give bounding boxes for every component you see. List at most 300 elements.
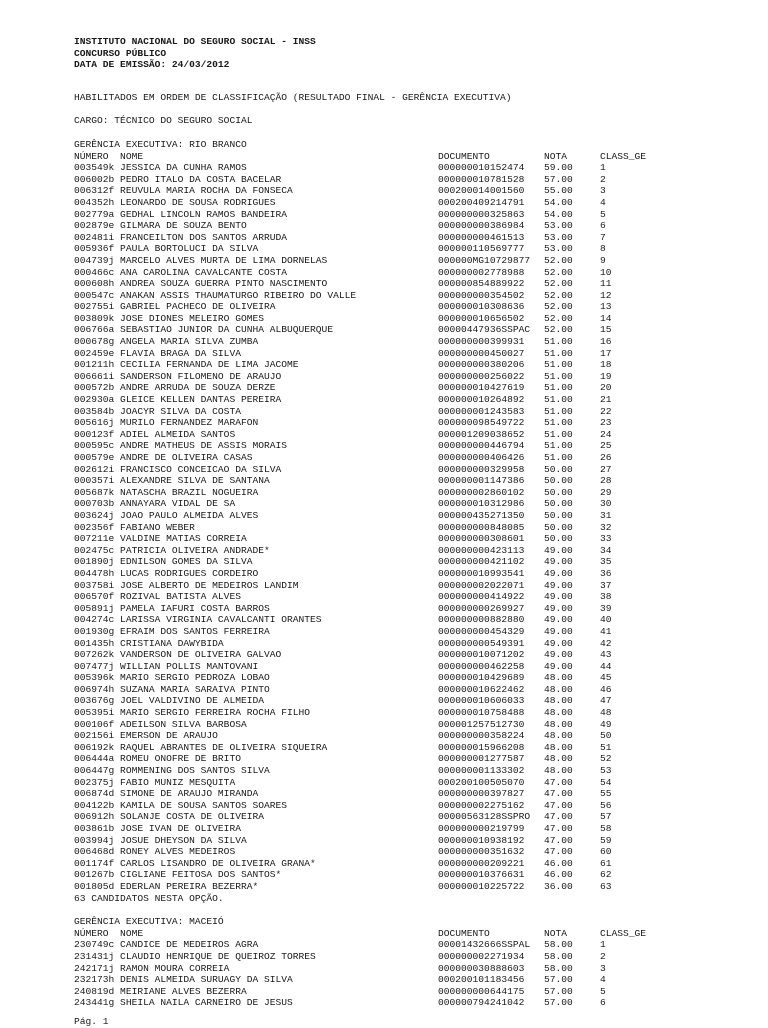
cell-documento: 000000002022071 [438, 579, 525, 591]
cell-documento: 000000000454329 [438, 625, 525, 637]
cell-nota: 52.00 [544, 324, 573, 336]
cell-class: 7 [600, 231, 606, 243]
table-row [74, 406, 714, 418]
cell-nota: 51.00 [544, 417, 573, 429]
cell-documento: 000000000423113 [438, 544, 525, 556]
table-row [74, 626, 714, 638]
section-total: 63 CANDIDATOS NESTA OPÇÃO. [74, 892, 224, 904]
cell-numero-nome: 003549k JESSICA DA CUNHA RAMOS [74, 162, 247, 174]
cell-documento: 000200100505070 [438, 776, 525, 788]
cell-documento: 000000000397827 [438, 788, 525, 800]
cell-numero-nome: 230749c CANDICE DE MEDEIROS AGRA [74, 939, 259, 951]
cell-numero-nome: 005891j PAMELA IAFURI COSTA BARROS [74, 602, 270, 614]
cell-documento: 000000030888603 [438, 962, 525, 974]
cell-documento: 000000010781528 [438, 173, 525, 185]
section-maceio [74, 916, 714, 1009]
cell-numero-nome: 002779a GEDHAL LINCOLN RAMOS BANDEIRA [74, 208, 288, 220]
cell-numero-nome: 006974h SUZANA MARIA SARAIVA PINTO [74, 683, 270, 695]
cell-nota: 49.00 [544, 614, 573, 626]
cell-numero-nome: 006312f REUVULA MARIA ROCHA DA FONSECA [74, 185, 293, 197]
table-row [74, 209, 714, 221]
column-header-numero-nome: NÚMERO NOME [74, 150, 144, 162]
cell-class: 3 [600, 185, 606, 197]
page-number: Pág. 1 [74, 1016, 109, 1027]
section-rio-branco [74, 139, 714, 904]
cell-documento: 000000001147386 [438, 475, 525, 487]
cell-documento: 000000110569777 [438, 243, 525, 255]
cell-documento: 000000000421102 [438, 556, 525, 568]
cell-documento: 000000000549391 [438, 637, 525, 649]
cell-numero-nome: 000579e ANDRE DE OLIVEIRA CASAS [74, 452, 253, 463]
cell-documento: 000000000351632 [438, 846, 525, 858]
cell-documento: 000000000450027 [438, 347, 525, 359]
cell-documento: 000000010312986 [438, 498, 525, 510]
cell-nota: 49.00 [544, 544, 573, 556]
cell-nota: 51.00 [544, 428, 573, 440]
cell-numero-nome: 006468d RONEY ALVES MEDEIROS [74, 846, 236, 858]
cell-numero-nome: 001211h CECILIA FERNANDA DE LIMA JACOME [74, 359, 299, 371]
cell-class: 24 [600, 428, 612, 440]
cell-documento: 00000563128SSPRO [438, 811, 531, 823]
cell-numero-nome: 006192k RAQUEL ABRANTES DE OLIVEIRA SIQUEIRA [74, 741, 328, 753]
cell-nota: 47.00 [544, 788, 573, 800]
cell-nota: 49.00 [544, 660, 573, 672]
cell-numero-nome: 003676g JOEL VALDIVINO DE ALMEIDA [74, 695, 264, 707]
cell-numero-nome: 002156i EMERSON DE ARAUJO [74, 730, 218, 742]
cell-documento: 000000000882880 [438, 614, 525, 626]
table-row [74, 243, 714, 255]
cell-documento: 000001257512730 [438, 718, 525, 730]
table-row [74, 858, 714, 870]
column-header-class: CLASS_GE [600, 150, 647, 162]
cell-class: 49 [600, 718, 612, 730]
cell-nota: 52.00 [544, 312, 573, 324]
cell-class: 57 [600, 811, 612, 823]
cell-nota: 46.00 [544, 869, 573, 881]
cell-class: 4 [600, 974, 606, 986]
cell-documento: 000000010993541 [438, 567, 525, 579]
cargo-line: CARGO: TÉCNICO DO SEGURO SOCIAL [74, 115, 253, 127]
cell-numero-nome: 232173h DENIS ALMEIDA SURUAGY DA SILVA [74, 974, 293, 986]
cell-documento: 000000000256022 [438, 370, 525, 382]
cell-class: 29 [600, 486, 612, 498]
cell-documento: 000000001133302 [438, 765, 525, 777]
table-row [74, 545, 714, 557]
cell-documento: 000000000848085 [438, 521, 525, 533]
cell-numero-nome: 007211e VALDINE MATIAS CORREIA [74, 533, 247, 545]
cell-documento: 000000010071202 [438, 649, 525, 661]
cell-nota: 54.00 [544, 208, 573, 220]
section-title: GERÊNCIA EXECUTIVA: RIO BRANCO [74, 138, 247, 150]
cell-documento: 000000000446794 [438, 440, 525, 452]
cell-numero-nome: 002930a GLEICE KELLEN DANTAS PEREIRA [74, 394, 282, 406]
cell-nota: 48.00 [544, 741, 573, 753]
cell-numero-nome: 006447g ROMMENING DOS SANTOS SILVA [74, 765, 270, 777]
cell-nota: 36.00 [544, 880, 573, 892]
cell-numero-nome: 231431j CLAUDIO HENRIQUE DE QUEIROZ TORRES [74, 950, 316, 962]
cell-class: 26 [600, 452, 612, 463]
cell-nota: 51.00 [544, 336, 573, 348]
cell-documento: 000000854889922 [438, 278, 525, 290]
table-row [74, 753, 714, 765]
cell-class: 16 [600, 336, 612, 348]
cell-class: 15 [600, 324, 612, 336]
table-row [74, 290, 714, 302]
cell-nota: 52.00 [544, 278, 573, 290]
column-header-class: CLASS_GE [600, 927, 647, 939]
cell-documento: 000000010606033 [438, 695, 525, 707]
cell-class: 25 [600, 440, 612, 452]
cell-class: 13 [600, 301, 612, 313]
cell-numero-nome: 001930g EFRAIM DOS SANTOS FERREIRA [74, 625, 270, 637]
cell-numero-nome: 000547c ANAKAN ASSIS THAUMATURGO RIBEIRO DO VALLE [74, 289, 357, 301]
cell-nota: 58.00 [544, 950, 573, 962]
cell-documento: 000000000219799 [438, 823, 525, 834]
table-row [74, 986, 714, 998]
cell-class: 60 [600, 846, 612, 858]
cell-nota: 49.00 [544, 591, 573, 603]
column-header-nota: NOTA [544, 927, 568, 939]
cell-class: 32 [600, 521, 612, 533]
cell-nota: 48.00 [544, 765, 573, 777]
cell-nota: 51.00 [544, 405, 573, 417]
table-row [74, 951, 714, 963]
cell-documento: 000000002778988 [438, 266, 525, 278]
cell-nota: 53.00 [544, 243, 573, 255]
cell-nota: 49.00 [544, 556, 573, 568]
table-row [74, 649, 714, 661]
cell-nota: 48.00 [544, 683, 573, 695]
cell-nota: 49.00 [544, 567, 573, 579]
cell-documento: 000000000399931 [438, 336, 525, 348]
cell-class: 36 [600, 567, 612, 579]
cell-documento: 000000000414922 [438, 591, 525, 603]
cell-documento: 000000435271350 [438, 509, 525, 521]
cell-numero-nome: 006766a SEBASTIAO JUNIOR DA CUNHA ALBUQUERQUE [74, 324, 334, 336]
cell-class: 38 [600, 591, 612, 603]
table-row [74, 684, 714, 696]
cell-documento: 000000010429689 [438, 672, 525, 684]
cell-nota: 53.00 [544, 220, 573, 232]
cell-documento: 000000002275162 [438, 799, 525, 811]
cell-class: 55 [600, 788, 612, 800]
table-row [74, 417, 714, 429]
cell-class: 19 [600, 370, 612, 382]
cell-class: 56 [600, 799, 612, 811]
cell-numero-nome: 000678g ANGELA MARIA SILVA ZUMBA [74, 336, 259, 348]
cell-numero-nome: 005687k NATASCHA BRAZIL NOGUEIRA [74, 486, 259, 498]
cell-nota: 49.00 [544, 625, 573, 637]
document-subtitle: HABILITADOS EM ORDEM DE CLASSIFICAÇÃO (RESULTADO FINAL - GERÊNCIA EXECUTIVA) [74, 91, 512, 103]
table-row [74, 162, 714, 174]
cell-nota: 46.00 [544, 857, 573, 869]
cell-documento: 000000010656502 [438, 312, 525, 324]
cell-class: 42 [600, 637, 612, 649]
table-row [74, 997, 714, 1009]
table-row [74, 869, 714, 881]
cell-documento: 000000010427619 [438, 382, 525, 394]
cell-class: 6 [600, 997, 606, 1009]
table-row [74, 661, 714, 673]
cell-nota: 47.00 [544, 799, 573, 811]
cell-numero-nome: 003861b JOSE IVAN DE OLIVEIRA [74, 823, 241, 834]
cell-class: 8 [600, 243, 606, 255]
cell-nota: 51.00 [544, 452, 573, 463]
table-row [74, 174, 714, 186]
cell-documento: 000000000644175 [438, 985, 525, 997]
cell-numero-nome: 005936f PAULA BORTOLUCI DA SILVA [74, 243, 259, 255]
cell-class: 51 [600, 741, 612, 753]
cell-documento: 000200014001560 [438, 185, 525, 197]
cell-nota: 58.00 [544, 939, 573, 951]
cell-class: 1 [600, 162, 606, 174]
table-row [74, 301, 714, 313]
table-row [74, 278, 714, 290]
cell-class: 48 [600, 707, 612, 719]
cell-documento: 000000000308601 [438, 533, 525, 545]
cell-numero-nome: 000466c ANA CAROLINA CAVALCANTE COSTA [74, 266, 288, 278]
table-row [74, 765, 714, 777]
table-row [74, 707, 714, 719]
cell-numero-nome: 005396k MARIO SERGIO PEDROZA LOBAO [74, 672, 270, 684]
cell-numero-nome: 001267b CIGLIANE FEITOSA DOS SANTOS* [74, 869, 282, 881]
header-issue-date: DATA DE EMISSÃO: 24/03/2012 [74, 59, 230, 71]
cell-class: 40 [600, 614, 612, 626]
cell-documento: 000000000380206 [438, 359, 525, 371]
table-row [74, 371, 714, 383]
cell-nota: 50.00 [544, 509, 573, 521]
cell-documento: 000000010622462 [438, 683, 525, 695]
cell-nota: 51.00 [544, 347, 573, 359]
cell-class: 20 [600, 382, 612, 394]
cell-nota: 49.00 [544, 649, 573, 661]
cell-class: 33 [600, 533, 612, 545]
table-row [74, 382, 714, 394]
cell-documento: 000000000462258 [438, 660, 525, 672]
cell-documento: 000000000325863 [438, 208, 525, 220]
cell-nota: 47.00 [544, 811, 573, 823]
cell-numero-nome: 002475c PATRICIA OLIVEIRA ANDRADE* [74, 544, 270, 556]
cell-nota: 59.00 [544, 162, 573, 174]
table-row [74, 591, 714, 603]
cell-class: 2 [600, 950, 606, 962]
table-body [74, 939, 714, 1009]
cell-documento: 000000010152474 [438, 162, 525, 174]
header-contest: CONCURSO PÚBLICO [74, 47, 167, 59]
cell-numero-nome: 002481i FRANCEILTON DOS SANTOS ARRUDA [74, 231, 288, 243]
cell-class: 47 [600, 695, 612, 707]
cell-numero-nome: 000123f ADIEL ALMEIDA SANTOS [74, 428, 236, 440]
cell-class: 58 [600, 823, 612, 834]
cell-nota: 51.00 [544, 359, 573, 371]
table-row [74, 440, 714, 452]
cell-class: 22 [600, 405, 612, 417]
cell-class: 43 [600, 649, 612, 661]
cell-class: 3 [600, 962, 606, 974]
cell-class: 14 [600, 312, 612, 324]
cell-class: 10 [600, 266, 612, 278]
cell-numero-nome: 002879e GILMARA DE SOUZA BENTO [74, 220, 247, 232]
cell-nota: 51.00 [544, 394, 573, 406]
cell-numero-nome: 001890j EDNILSON GOMES DA SILVA [74, 556, 253, 568]
cell-nota: 48.00 [544, 707, 573, 719]
table-row [74, 719, 714, 731]
table-row [74, 324, 714, 336]
cell-documento: 000000000386984 [438, 220, 525, 232]
cell-nota: 51.00 [544, 370, 573, 382]
table-row [74, 348, 714, 360]
table-row [74, 811, 714, 823]
cell-class: 35 [600, 556, 612, 568]
cell-nota: 50.00 [544, 533, 573, 545]
cell-class: 5 [600, 985, 606, 997]
table-row [74, 568, 714, 580]
cell-class: 28 [600, 475, 612, 487]
cell-nota: 51.00 [544, 440, 573, 452]
cell-nota: 52.00 [544, 254, 573, 266]
cell-numero-nome: 004352h LEONARDO DE SOUSA RODRIGUES [74, 196, 276, 208]
cell-class: 52 [600, 753, 612, 765]
table-row [74, 777, 714, 789]
cell-numero-nome: 001805d EDERLAN PEREIRA BEZERRA* [74, 880, 259, 892]
cell-class: 62 [600, 869, 612, 881]
cell-nota: 53.00 [544, 231, 573, 243]
table-row [74, 963, 714, 975]
cell-nota: 57.00 [544, 997, 573, 1009]
cell-numero-nome: 000703b ANNAYARA VIDAL DE SA [74, 498, 236, 510]
cell-documento: 000000000329958 [438, 463, 525, 475]
cell-class: 9 [600, 254, 606, 266]
cell-documento: 000000015966208 [438, 741, 525, 753]
cell-class: 11 [600, 278, 612, 290]
cell-numero-nome: 004478h LUCAS RODRIGUES CORDEIRO [74, 567, 259, 579]
cell-nota: 58.00 [544, 962, 573, 974]
cell-numero-nome: 003758i JOSE ALBERTO DE MEDEIROS LANDIM [74, 579, 299, 591]
cell-numero-nome: 007262k VANDERSON DE OLIVEIRA GALVAO [74, 649, 282, 661]
cell-documento: 000000010264892 [438, 394, 525, 406]
cell-nota: 49.00 [544, 602, 573, 614]
cell-documento: 000000098549722 [438, 417, 525, 429]
cell-numero-nome: 002375j FABIO MUNIZ MESQUITA [74, 776, 236, 788]
cell-numero-nome: 000572b ANDRE ARRUDA DE SOUZA DERZE [74, 382, 276, 394]
cell-documento: 000001209038652 [438, 428, 525, 440]
table-row [74, 336, 714, 348]
cell-numero-nome: 243441g SHEILA NAILA CARNEIRO DE JESUS [74, 997, 293, 1009]
cell-class: 2 [600, 173, 606, 185]
cell-documento: 000000010376631 [438, 869, 525, 881]
table-row [74, 881, 714, 893]
table-row [74, 603, 714, 615]
table-row [74, 614, 714, 626]
cell-class: 44 [600, 660, 612, 672]
cell-numero-nome: 001435h CRISTIANA DAWYBIDA [74, 637, 224, 649]
cell-documento: 000000000354502 [438, 289, 525, 301]
cell-nota: 52.00 [544, 289, 573, 301]
cell-nota: 48.00 [544, 730, 573, 742]
cell-class: 27 [600, 463, 612, 475]
cell-documento: 000200409214791 [438, 196, 525, 208]
cell-numero-nome: 003809k JOSE DIONES MELEIRO GOMES [74, 312, 264, 324]
cell-class: 53 [600, 765, 612, 777]
cell-nota: 48.00 [544, 718, 573, 730]
table-row [74, 232, 714, 244]
table-row [74, 429, 714, 441]
cell-documento: 000000794241042 [438, 997, 525, 1009]
cell-numero-nome: 002612i FRANCISCO CONCEICAO DA SILVA [74, 463, 282, 475]
table-row [74, 695, 714, 707]
cell-numero-nome: 006570f ROZIVAL BATISTA ALVES [74, 591, 241, 603]
cell-nota: 49.00 [544, 579, 573, 591]
table-row [74, 487, 714, 499]
cell-class: 5 [600, 208, 606, 220]
cell-numero-nome: 000608h ANDREA SOUZA GUERRA PINTO NASCIMENTO [74, 278, 328, 290]
cell-class: 30 [600, 498, 612, 510]
cell-nota: 48.00 [544, 672, 573, 684]
table-body [74, 162, 714, 892]
cell-nota: 47.00 [544, 846, 573, 858]
cell-class: 12 [600, 289, 612, 301]
cell-numero-nome: 002755i GABRIEL PACHECO DE OLIVEIRA [74, 301, 276, 313]
cell-class: 1 [600, 939, 606, 951]
cell-numero-nome: 003994j JOSUE DHEYSON DA SILVA [74, 834, 247, 846]
cell-nota: 57.00 [544, 985, 573, 997]
cell-class: 50 [600, 730, 612, 742]
table-row [74, 556, 714, 568]
cell-numero-nome: 002459e FLAVIA BRAGA DA SILVA [74, 347, 241, 359]
cell-numero-nome: 000106f ADEILSON SILVA BARBOSA [74, 718, 247, 730]
cell-numero-nome: 006444a ROMEU ONOFRE DE BRITO [74, 753, 241, 765]
table-row [74, 394, 714, 406]
cell-nota: 50.00 [544, 486, 573, 498]
cell-numero-nome: 003584b JOACYR SILVA DA COSTA [74, 405, 241, 417]
cell-class: 34 [600, 544, 612, 556]
cell-documento: 000000002860102 [438, 486, 525, 498]
table-row [74, 672, 714, 684]
cell-nota: 47.00 [544, 776, 573, 788]
cell-documento: 000000010758488 [438, 707, 525, 719]
cell-documento: 000000MG10729877 [438, 254, 531, 266]
cell-documento: 000000010938192 [438, 834, 525, 846]
table-row [74, 800, 714, 812]
cell-numero-nome: 002356f FABIANO WEBER [74, 521, 195, 533]
table-row [74, 475, 714, 487]
cell-nota: 49.00 [544, 637, 573, 649]
table-row [74, 220, 714, 232]
cell-class: 23 [600, 417, 612, 429]
cell-class: 45 [600, 672, 612, 684]
table-row [74, 730, 714, 742]
table-row [74, 510, 714, 522]
table-row [74, 638, 714, 650]
cell-documento: 000000002271934 [438, 950, 525, 962]
cell-nota: 52.00 [544, 266, 573, 278]
cell-nota: 50.00 [544, 498, 573, 510]
cell-class: 41 [600, 625, 612, 637]
cell-nota: 57.00 [544, 173, 573, 185]
cell-class: 31 [600, 509, 612, 521]
cell-nota: 55.00 [544, 185, 573, 197]
cell-numero-nome: 004739j MARCELO ALVES MURTA DE LIMA DORNELAS [74, 254, 328, 266]
table-row [74, 267, 714, 279]
cell-numero-nome: 003624j JOAO PAULO ALMEIDA ALVES [74, 509, 259, 521]
cell-documento: 000000000358224 [438, 730, 525, 742]
cell-class: 21 [600, 394, 612, 406]
cell-class: 18 [600, 359, 612, 371]
cell-numero-nome: 006661i SANDERSON FILOMENO DE ARAUJO [74, 370, 282, 382]
cell-class: 17 [600, 347, 612, 359]
table-row [74, 255, 714, 267]
table-row [74, 742, 714, 754]
